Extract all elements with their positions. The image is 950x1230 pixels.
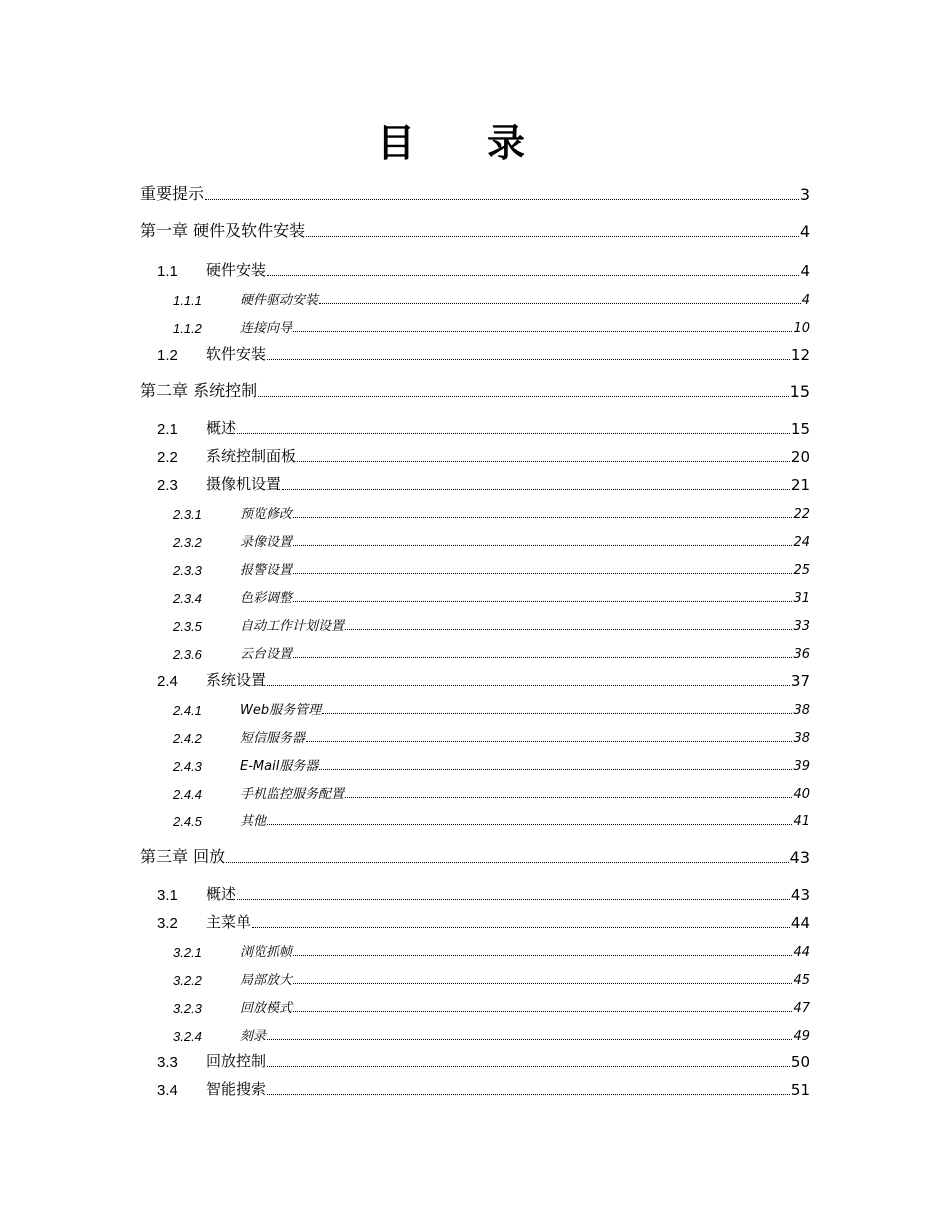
toc-entry[interactable] bbox=[0, 964, 950, 988]
toc-entry[interactable] bbox=[0, 638, 950, 662]
toc-entry-text: 软件安装 bbox=[206, 345, 267, 363]
toc-entry-number: 3.2 bbox=[157, 915, 178, 932]
toc-entry[interactable] bbox=[0, 554, 950, 578]
toc-dot-leader bbox=[322, 693, 792, 714]
toc-dot-leader bbox=[293, 525, 792, 546]
toc-entry-page-number: 4 bbox=[799, 222, 810, 241]
toc-entry-number: 3.3 bbox=[157, 1054, 178, 1071]
toc-entry[interactable] bbox=[0, 694, 950, 718]
toc-entry-page-number: 44 bbox=[790, 914, 810, 932]
toc-entry[interactable] bbox=[0, 340, 950, 364]
toc-entry[interactable] bbox=[0, 256, 950, 280]
toc-entry[interactable] bbox=[0, 722, 950, 746]
toc-title-char-1: 目 bbox=[376, 121, 463, 165]
toc-entry-text: 概述 bbox=[206, 885, 237, 903]
toc-dot-leader bbox=[306, 216, 799, 237]
toc-entry-number: 3.2.3 bbox=[173, 1001, 202, 1016]
toc-entry-number: 1.2 bbox=[157, 347, 178, 364]
toc-entry-text: 手机监控服务配置 bbox=[240, 787, 345, 802]
toc-dot-leader bbox=[319, 749, 792, 770]
toc-entry-page-number: 10 bbox=[793, 321, 810, 336]
toc-entry[interactable] bbox=[0, 936, 950, 960]
toc-entry-text: 硬件安装 bbox=[206, 261, 267, 279]
toc-entry-text: 第一章 硬件及软件安装 bbox=[140, 221, 306, 240]
toc-entry-text: 短信服务器 bbox=[240, 731, 306, 746]
toc-entry-page-number: 39 bbox=[793, 759, 810, 774]
toc-dot-leader bbox=[237, 879, 790, 900]
toc-entry-text: E-Mail服务器 bbox=[240, 759, 319, 774]
toc-entry-page-number: 22 bbox=[793, 507, 810, 522]
toc-dot-leader bbox=[293, 637, 792, 658]
toc-entry-page-number: 33 bbox=[793, 619, 810, 634]
toc-entry-page-number: 43 bbox=[790, 886, 810, 904]
toc-entry-text: 主菜单 bbox=[206, 913, 252, 931]
toc-entry-page-number: 4 bbox=[801, 293, 810, 308]
toc-entry-number: 2.3 bbox=[157, 477, 178, 494]
toc-entry[interactable] bbox=[0, 610, 950, 634]
toc-entry-number: 2.4.1 bbox=[173, 703, 202, 718]
toc-entry-text: 硬件驱动安装 bbox=[240, 293, 319, 308]
toc-entry[interactable] bbox=[0, 180, 950, 204]
toc-entry[interactable] bbox=[0, 1020, 950, 1044]
toc-entry-number: 1.1 bbox=[157, 263, 178, 280]
toc-entry-number: 2.3.1 bbox=[173, 507, 202, 522]
toc-entry-text: 概述 bbox=[206, 419, 237, 437]
toc-entry[interactable] bbox=[0, 843, 950, 867]
toc-entry-number: 1.1.2 bbox=[173, 321, 202, 336]
toc-entry[interactable] bbox=[0, 1047, 950, 1071]
toc-entry-page-number: 15 bbox=[790, 420, 810, 438]
toc-entry-text: 其他 bbox=[240, 814, 267, 829]
toc-entry-text: 系统控制面板 bbox=[206, 447, 297, 465]
toc-entry-number: 2.3.4 bbox=[173, 591, 202, 606]
toc-entry-text: 回放控制 bbox=[206, 1052, 267, 1070]
toc-entry[interactable] bbox=[0, 1075, 950, 1099]
toc-entry[interactable] bbox=[0, 414, 950, 438]
toc-dot-leader bbox=[293, 311, 792, 332]
toc-entry-number: 2.4.5 bbox=[173, 814, 202, 829]
toc-entry-page-number: 37 bbox=[790, 672, 810, 690]
toc-dot-leader bbox=[267, 665, 790, 686]
toc-entry-text: 系统设置 bbox=[206, 671, 267, 689]
toc-dot-leader bbox=[319, 283, 801, 304]
toc-dot-leader bbox=[258, 376, 789, 397]
toc-entry-text: 自动工作计划设置 bbox=[240, 619, 345, 634]
toc-entry-page-number: 44 bbox=[793, 945, 810, 960]
toc-entry[interactable] bbox=[0, 312, 950, 336]
toc-dot-leader bbox=[267, 804, 792, 825]
toc-entry-page-number: 12 bbox=[790, 346, 810, 364]
toc-entry-text: 刻录 bbox=[240, 1029, 267, 1044]
toc-entry-text: 第二章 系统控制 bbox=[140, 381, 258, 400]
toc-entry-text: 云台设置 bbox=[240, 647, 293, 662]
toc-entry[interactable] bbox=[0, 778, 950, 802]
toc-entry-number: 3.2.1 bbox=[173, 945, 202, 960]
toc-entry[interactable] bbox=[0, 666, 950, 690]
toc-entry-text: 回放模式 bbox=[240, 1001, 293, 1016]
toc-entry[interactable] bbox=[0, 217, 950, 241]
toc-dot-leader bbox=[267, 255, 799, 276]
toc-dot-leader bbox=[267, 1046, 790, 1067]
toc-entry-text: 局部放大 bbox=[240, 973, 293, 988]
toc-entry-text: 摄像机设置 bbox=[206, 475, 282, 493]
toc-dot-leader bbox=[293, 497, 792, 518]
toc-entry[interactable] bbox=[0, 992, 950, 1016]
toc-entry[interactable] bbox=[0, 470, 950, 494]
toc-dot-leader bbox=[297, 441, 790, 462]
toc-entry[interactable] bbox=[0, 880, 950, 904]
toc-entry-page-number: 25 bbox=[793, 563, 810, 578]
toc-entry-page-number: 24 bbox=[793, 535, 810, 550]
toc-entry[interactable] bbox=[0, 526, 950, 550]
toc-entry-page-number: 31 bbox=[793, 591, 810, 606]
toc-entry-text: 报警设置 bbox=[240, 563, 293, 578]
toc-entry-number: 2.4.2 bbox=[173, 731, 202, 746]
toc-entry-number: 3.2.2 bbox=[173, 973, 202, 988]
toc-entry-number: 2.3.6 bbox=[173, 647, 202, 662]
toc-entry-number: 3.2.4 bbox=[173, 1029, 202, 1044]
toc-entry-page-number: 50 bbox=[790, 1053, 810, 1071]
toc-entry-page-number: 4 bbox=[800, 262, 810, 280]
toc-entry-text: Web服务管理 bbox=[240, 703, 322, 718]
toc-entry-page-number: 38 bbox=[793, 731, 810, 746]
toc-entry-text: 重要提示 bbox=[140, 184, 205, 203]
toc-entry-page-number: 40 bbox=[793, 787, 810, 802]
toc-entry-page-number: 38 bbox=[793, 703, 810, 718]
toc-entry-page-number: 41 bbox=[793, 814, 810, 829]
toc-entry[interactable] bbox=[0, 582, 950, 606]
toc-entry-page-number: 20 bbox=[790, 448, 810, 466]
toc-entry[interactable] bbox=[0, 805, 950, 829]
toc-entry-page-number: 45 bbox=[793, 973, 810, 988]
toc-entry-text: 连接向导 bbox=[240, 321, 293, 336]
toc-entry-text: 预览修改 bbox=[240, 507, 293, 522]
toc-entry[interactable] bbox=[0, 750, 950, 774]
toc-entry-page-number: 21 bbox=[790, 476, 810, 494]
toc-entry-number: 2.4.4 bbox=[173, 787, 202, 802]
toc-entry-number: 2.3.2 bbox=[173, 535, 202, 550]
toc-entry-page-number: 47 bbox=[793, 1001, 810, 1016]
toc-entry[interactable] bbox=[0, 377, 950, 401]
toc-dot-leader bbox=[293, 935, 792, 956]
toc-entry-number: 2.4 bbox=[157, 673, 178, 690]
toc-entry-number: 2.3.3 bbox=[173, 563, 202, 578]
toc-entry-text: 色彩调整 bbox=[240, 591, 293, 606]
toc-entry-text: 浏览抓帧 bbox=[240, 945, 293, 960]
toc-entry[interactable] bbox=[0, 442, 950, 466]
toc-dot-leader bbox=[267, 339, 790, 360]
toc-entry-text: 第三章 回放 bbox=[140, 847, 226, 866]
toc-entry-number: 2.2 bbox=[157, 449, 178, 466]
toc-entry-page-number: 43 bbox=[789, 848, 810, 867]
toc-entry[interactable] bbox=[0, 284, 950, 308]
toc-dot-leader bbox=[205, 179, 799, 200]
toc-entry-number: 3.1 bbox=[157, 887, 178, 904]
toc-title-char-2: 录 bbox=[487, 121, 574, 165]
toc-dot-leader bbox=[293, 581, 792, 602]
toc-dot-leader bbox=[306, 721, 792, 742]
toc-dot-leader bbox=[282, 469, 790, 490]
toc-dot-leader bbox=[293, 963, 792, 984]
toc-entry-page-number: 3 bbox=[799, 185, 810, 204]
toc-dot-leader bbox=[345, 609, 792, 630]
toc-dot-leader bbox=[267, 1019, 792, 1040]
toc-entry-number: 2.3.5 bbox=[173, 619, 202, 634]
toc-entry[interactable] bbox=[0, 908, 950, 932]
toc-entry-text: 智能搜索 bbox=[206, 1080, 267, 1098]
toc-entry-text: 录像设置 bbox=[240, 535, 293, 550]
toc-dot-leader bbox=[267, 1074, 790, 1095]
toc-dot-leader bbox=[293, 991, 792, 1012]
toc-dot-leader bbox=[293, 553, 792, 574]
toc-entry-number: 1.1.1 bbox=[173, 293, 202, 308]
toc-entry-number: 3.4 bbox=[157, 1082, 178, 1099]
toc-entry-number: 2.1 bbox=[157, 421, 178, 438]
toc-dot-leader bbox=[252, 907, 790, 928]
toc-dot-leader bbox=[237, 413, 790, 434]
toc-entry-page-number: 36 bbox=[793, 647, 810, 662]
toc-entry[interactable] bbox=[0, 498, 950, 522]
toc-dot-leader bbox=[226, 842, 789, 863]
toc-entry-page-number: 51 bbox=[790, 1081, 810, 1099]
toc-entry-number: 2.4.3 bbox=[173, 759, 202, 774]
toc-dot-leader bbox=[345, 777, 792, 798]
toc-entry-page-number: 15 bbox=[789, 382, 810, 401]
toc-entry-page-number: 49 bbox=[793, 1029, 810, 1044]
